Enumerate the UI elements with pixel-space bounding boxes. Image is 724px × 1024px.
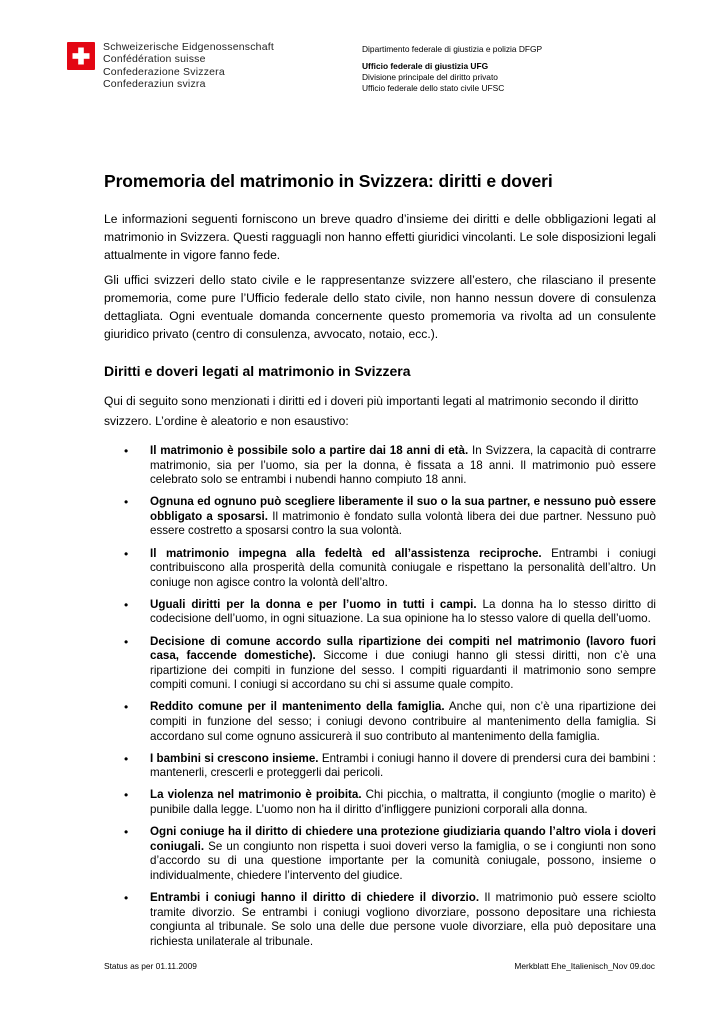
footer-filename: Merkblatt Ehe_Italienisch_Nov 09.doc <box>514 961 655 971</box>
agency-name-fr: Confédération suisse <box>103 53 206 66</box>
bullet-icon: • <box>124 495 129 510</box>
list-item <box>104 752 656 781</box>
list-item <box>104 598 656 627</box>
item-heading: Ogni coniuge ha il diritto di chiedere una protezione giudiziaria quando l’altro viola i doveri coniugali. <box>150 825 656 853</box>
item-text: Il matrimonio è fondato sulla volontà libera dei due partner. Nessuno può essere costretto a sposarsi contro la sua volontà. <box>150 509 656 538</box>
item-heading: Decisione di comune accordo sulla ripartizione dei compiti nel matrimonio (lavoro fuori casa, faccende domestiche). <box>150 634 656 663</box>
bullet-icon: • <box>124 597 129 612</box>
item-heading: Il matrimonio è possibile solo a partire dai 18 anni di età. <box>150 444 469 457</box>
federal-agency-names <box>103 41 274 91</box>
paragraph: Le informazioni seguenti forniscono un breve quadro d’insieme dei diritti e delle obbligazioni legati al matrimonio in Svizzera. Questi ragguagli non hanno effetti giuridici vincolanti. Le sole disposizioni legali attualmente in vigore fanno fede. <box>104 212 656 262</box>
item-text: Il matrimonio può essere sciolto tramite divorzio. Se entrambi i coniugi vogliono divorziare, possono depositare una richiesta congiunta al tribunale. Se solo una delle due persone vuole divorziare, ella può depositare una richiesta unilaterale al tribunale. <box>150 890 656 948</box>
item-heading: I bambini si crescono insieme. <box>150 751 319 765</box>
item-heading: Uguali diritti per la donna e per l’uomo in tutti i campi. <box>150 597 477 611</box>
bullet-icon: • <box>124 825 129 840</box>
office-name: Ufficio federale di giustizia UFG <box>362 61 489 71</box>
document-body <box>104 171 656 957</box>
item-text: Siccome i due coniugi hanno gli stessi diritti, non c’è una ripartizione dei compiti in funzione del sesso. I compiti riguardanti il matrimonio sono sempre compiti comuni. I coniugi si accordano su chi si assume quale compito. <box>150 649 656 692</box>
bullet-icon: • <box>124 634 129 649</box>
list-item <box>104 495 656 539</box>
department-name: Dipartimento federale di giustizia e polizia DFGP <box>362 44 543 54</box>
department-block <box>362 44 542 94</box>
list-item <box>104 444 656 488</box>
section-title: Diritti e doveri legati al matrimonio in Svizzera <box>104 363 411 379</box>
agency-name-rm: Confederaziun svizra <box>103 78 206 91</box>
list-item <box>104 547 656 591</box>
list-item <box>104 891 656 949</box>
bullet-icon: • <box>124 444 129 458</box>
division-name: Divisione principale del diritto privato <box>362 72 498 82</box>
item-heading: La violenza nel matrimonio è proibita. <box>150 788 362 802</box>
bullet-icon: • <box>124 751 129 766</box>
bullet-icon: • <box>124 700 129 715</box>
item-heading: Reddito comune per il mantenimento della famiglia. <box>150 700 445 714</box>
bullet-icon: • <box>124 546 129 561</box>
list-item <box>104 825 656 883</box>
agency-name-it: Confederazione Svizzera <box>103 65 225 78</box>
swiss-cross-icon <box>67 42 95 70</box>
list-item <box>104 635 656 693</box>
section-intro: Qui di seguito sono menzionati i diritti ed i doveri più importanti legati al matrimonio secondo il diritto svizzero. L’ordine è aleatorio e non esaustivo: <box>104 394 639 428</box>
civil-status-office-name: Ufficio federale dello stato civile UFSC <box>362 83 505 93</box>
item-heading: Entrambi i coniugi hanno il diritto di chiedere il divorzio. <box>150 890 480 904</box>
item-text: In Svizzera, la capacità di contrarre matrimonio, sia per l’uomo, sia per la donna, è fissata a 18 anni. Il matrimonio può essere celebrato solo se entrambi i nubendi hanno compiuto 18 anni. <box>150 444 656 487</box>
bullet-icon: • <box>124 890 129 905</box>
document-title: Promemoria del matrimonio in Svizzera: diritti e doveri <box>104 171 553 191</box>
item-text: Entrambi i coniugi hanno il dovere di prendersi cura dei bambini : mantenerli, crescerli e proteggerli dai pericoli. <box>150 751 657 780</box>
item-text: La donna ha lo stesso diritto di codecisione dell’uomo, in ogni situazione. La sua opinione ha lo stesso valore di quella dell’uomo. <box>150 597 657 626</box>
paragraph: Gli uffici svizzeri dello stato civile e le rappresentanze svizzere all’estero, che rilasciano il presente promemoria, come pure l’Ufficio federale dello stato civile, non hanno nessun dovere di consulenza dettagliata. Ogni eventuale domanda concernente questo promemoria va rivolta ad un consulente giuridico privato (centro di consulenza, avvocato, notaio, ecc.). <box>104 273 656 341</box>
item-heading: Il matrimonio impegna alla fedeltà ed all’assistenza reciproche. <box>150 546 542 560</box>
rights-list <box>104 444 656 949</box>
item-heading: Ognuna ed ognuno può scegliere liberamente il suo o la sua partner, e nessuno può essere obbligato a sposarsi. <box>150 495 656 523</box>
agency-name-de: Schweizerische Eidgenossenschaft <box>103 41 274 53</box>
item-text: Anche qui, non c’è una ripartizione dei compiti in funzione del sesso; i coniugi devono contribuire al mantenimento della famiglia. Si accordano sul come ognuno assicurerà il suo contributo al mantenimento della famiglia. <box>150 700 656 743</box>
item-text: Se un congiunto non rispetta i suoi doveri verso la famiglia, o se i congiunti non sono d’accordo su di una questione importante per la comunità coniugale, possono, insieme o individualmente, chiedere l’intervento del giudice. <box>150 839 656 882</box>
item-text: Chi picchia, o maltratta, il congiunto (moglie o marito) è punibile dalla legge. L’uomo non ha il diritto d’infliggere punizioni corporali alla donna. <box>150 788 656 816</box>
list-item <box>104 788 656 817</box>
list-item <box>104 700 656 744</box>
footer-status: Status as per 01.11.2009 <box>104 961 197 971</box>
item-text: Entrambi i coniugi contribuiscono alla prosperità della comunità coniugale e rispettano la personalità dell’altro. Un coniuge non agisce contro la volontà dell’altro. <box>150 546 656 589</box>
bullet-icon: • <box>124 788 129 803</box>
